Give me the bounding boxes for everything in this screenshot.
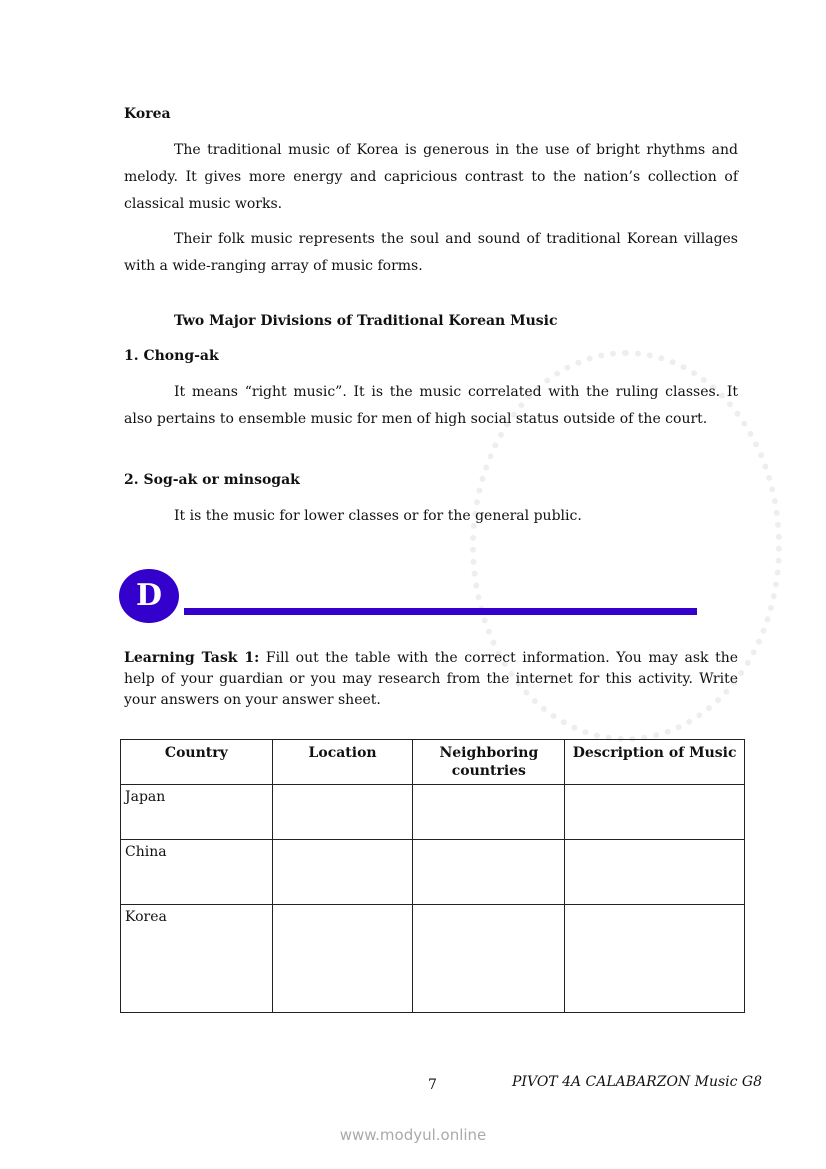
header-location: Location xyxy=(272,740,413,785)
page-number: 7 xyxy=(428,1077,437,1093)
table-row xyxy=(121,785,745,840)
site-watermark: www.modyul.online xyxy=(339,1126,487,1144)
division-text: It means “right music”. It is the music correlated with the ruling classes. It also pertains to ensemble music for men of high social status outside of the court. xyxy=(124,384,738,427)
cell-location[interactable] xyxy=(272,840,413,905)
header-country: Country xyxy=(121,740,273,785)
table-row xyxy=(121,905,745,1013)
cell-description[interactable] xyxy=(565,785,745,840)
divisions-heading: Two Major Divisions of Traditional Korean Music xyxy=(174,313,558,329)
division-title: 1. Chong-ak xyxy=(124,348,219,364)
table-row xyxy=(121,840,745,905)
cell-description[interactable] xyxy=(565,840,745,905)
section-title: Korea xyxy=(124,106,171,122)
cell-neighboring[interactable] xyxy=(413,905,565,1013)
paragraph: The traditional music of Korea is generous in the use of bright rhythms and melody. It gives more energy and capricious contrast to the nation’s collection of classical music works. xyxy=(124,142,738,212)
section-letter-badge: D xyxy=(119,569,179,623)
cell-country: Korea xyxy=(121,905,273,1013)
task-text: Fill out the table with the correct information. You may ask the help of your guardian or you may research from the internet for this activity. Write your answers on your answer sheet. xyxy=(124,650,738,708)
learning-task xyxy=(124,648,738,711)
header-neighboring: Neighboring countries xyxy=(413,740,565,785)
paragraph: Their folk music represents the soul and sound of traditional Korean villages with a wide-ranging array of music forms. xyxy=(124,231,738,274)
cell-country: China xyxy=(121,840,273,905)
header-description: Description of Music xyxy=(565,740,745,785)
cell-neighboring[interactable] xyxy=(413,840,565,905)
answer-table xyxy=(120,739,745,1013)
division-text: It is the music for lower classes or for the general public. xyxy=(174,508,582,524)
cell-country: Japan xyxy=(121,785,273,840)
section-divider xyxy=(184,608,697,615)
cell-description[interactable] xyxy=(565,905,745,1013)
table-header-row xyxy=(121,740,745,785)
cell-location[interactable] xyxy=(272,785,413,840)
cell-neighboring[interactable] xyxy=(413,785,565,840)
division-title: 2. Sog-ak or minsogak xyxy=(124,472,300,488)
cell-location[interactable] xyxy=(272,905,413,1013)
task-label: Learning Task 1: xyxy=(124,650,260,666)
footer-title: PIVOT 4A CALABARZON Music G8 xyxy=(512,1074,763,1090)
